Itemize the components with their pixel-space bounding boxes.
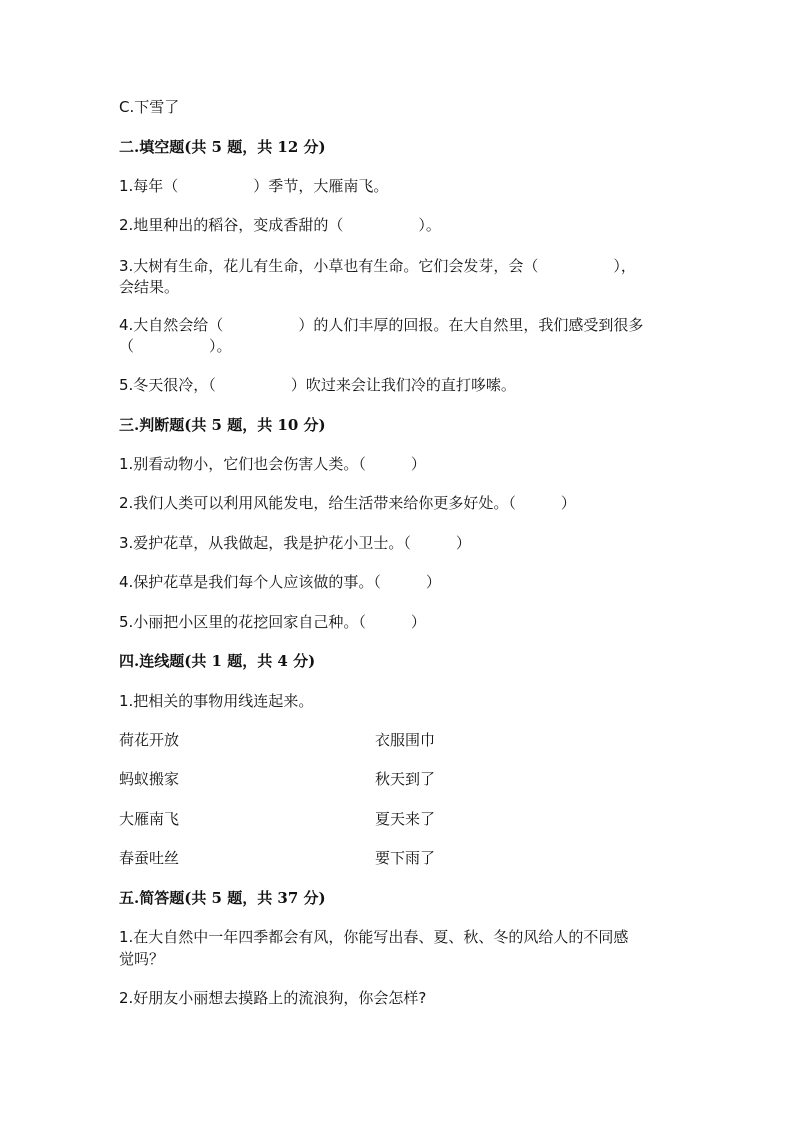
- short-answer-question-1-line-2: 觉吗？: [119, 950, 165, 968]
- judgment-question-3: 3.爱护花草，从我做起，我是护花小卫士。（ ）: [119, 534, 471, 552]
- match-right-item: 要下雨了: [375, 849, 436, 867]
- judgment-question-4: 4.保护花草是我们每个人应该做的事。（ ）: [119, 573, 441, 591]
- fill-question-3-line-1: 3.大树有生命，花儿有生命，小草也有生命。它们会发芽，会（ ），: [119, 257, 636, 275]
- section-matching-title: 四.连线题(共 1 题，共 4 分): [119, 652, 316, 670]
- match-left-item: 大雁南飞: [119, 810, 180, 828]
- fill-question-2: 2.地里种出的稻谷，变成香甜的（ ）。: [119, 216, 441, 234]
- fill-question-4-line-1: 4.大自然会给（ ）的人们丰厚的回报。在大自然里，我们感受到很多: [119, 316, 644, 334]
- short-answer-question-2: 2.好朋友小丽想去摸路上的流浪狗，你会怎样?: [119, 989, 427, 1007]
- choice-option-c: C.下雪了: [119, 98, 180, 116]
- section-fill-blank-title: 二.填空题(共 5 题，共 12 分): [119, 138, 326, 156]
- match-right-item: 秋天到了: [375, 770, 436, 788]
- match-left-item: 春蚕吐丝: [119, 849, 180, 867]
- judgment-question-2: 2.我们人类可以利用风能发电，给生活带来给你更多好处。（ ）: [119, 494, 576, 512]
- fill-question-4-line-2: （ ）。: [119, 337, 232, 355]
- match-right-item: 夏天来了: [375, 810, 436, 828]
- judgment-question-1: 1.别看动物小，它们也会伤害人类。（ ）: [119, 455, 426, 473]
- fill-question-5: 5.冬天很冷，（ ）吹过来会让我们冷的直打哆嗦。: [119, 376, 516, 394]
- match-left-item: 荷花开放: [119, 731, 180, 749]
- fill-question-1: 1.每年（ ）季节，大雁南飞。: [119, 177, 389, 195]
- section-judgment-title: 三.判断题(共 5 题，共 10 分): [119, 416, 326, 434]
- exam-page: [119, 0, 679, 1123]
- matching-question-1: 1.把相关的事物用线连起来。: [119, 692, 314, 710]
- match-left-item: 蚂蚁搬家: [119, 770, 180, 788]
- fill-question-3-line-2: 会结果。: [119, 278, 180, 296]
- short-answer-question-1-line-1: 1.在大自然中一年四季都会有风，你能写出春、夏、秋、冬的风给人的不同感: [119, 928, 629, 946]
- judgment-question-5: 5.小丽把小区里的花挖回家自己种。（ ）: [119, 613, 426, 631]
- match-right-item: 衣服围巾: [375, 731, 436, 749]
- section-short-answer-title: 五.简答题(共 5 题，共 37 分): [119, 889, 326, 907]
